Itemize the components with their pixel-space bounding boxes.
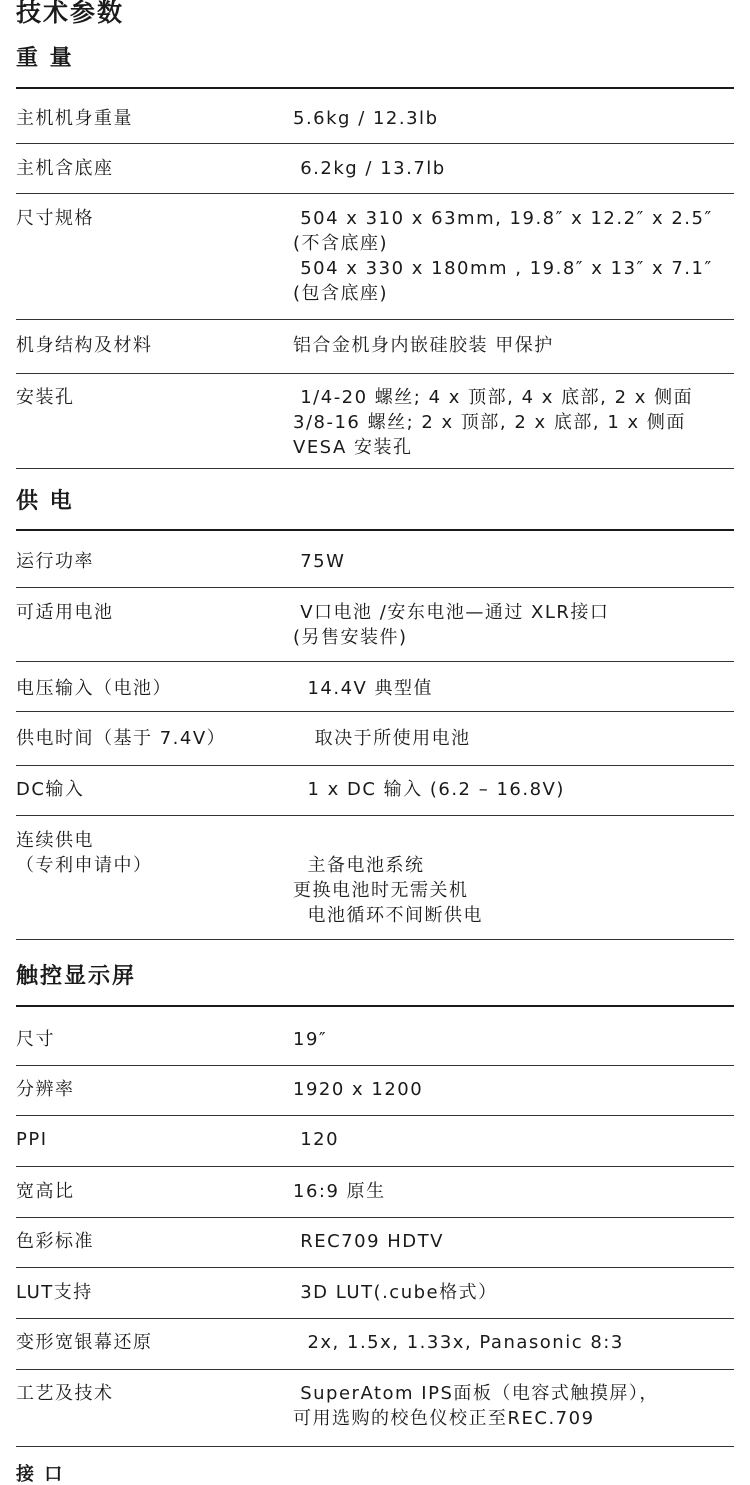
spec-value: REC709 HDTV: [293, 1231, 444, 1252]
spec-label: 工艺及技术: [16, 1383, 114, 1404]
spec-label: DC输入: [16, 779, 85, 800]
row-divider: [16, 319, 734, 320]
spec-label: 尺寸: [16, 1029, 55, 1050]
spec-label: 主机含底座: [16, 158, 114, 179]
spec-value: 14.4V 典型值: [293, 678, 434, 699]
spec-label: 主机机身重量: [16, 108, 133, 129]
spec-label: 安装孔: [16, 387, 75, 408]
section-rule: [16, 529, 734, 531]
section-title-power: 供 电: [16, 489, 74, 514]
spec-value: 19″: [293, 1029, 328, 1050]
row-divider: [16, 1267, 734, 1268]
row-divider: [16, 468, 734, 469]
row-divider: [16, 1217, 734, 1218]
section-title-display: 触控显示屏: [16, 964, 137, 989]
row-divider: [16, 587, 734, 588]
spec-label: LUT支持: [16, 1282, 93, 1303]
row-divider: [16, 1318, 734, 1319]
spec-label: PPI: [16, 1129, 48, 1150]
spec-label: 宽高比: [16, 1181, 75, 1202]
spec-value: 铝合金机身内嵌硅胶装 甲保护: [293, 335, 554, 356]
row-divider: [16, 1166, 734, 1167]
spec-label: 供电时间（基于 7.4V）: [16, 728, 227, 749]
section-title-weight: 重 量: [16, 46, 74, 71]
spec-label: 变形宽银幕还原: [16, 1332, 153, 1353]
spec-label: 色彩标准: [16, 1231, 94, 1252]
spec-label: 机身结构及材料: [16, 335, 153, 356]
section-rule: [16, 87, 734, 89]
spec-value: 3D LUT(.cube格式）: [293, 1282, 498, 1303]
spec-value: 取决于所使用电池: [293, 728, 471, 749]
spec-value: 1 x DC 输入 (6.2 – 16.8V): [293, 779, 565, 800]
row-divider: [16, 373, 734, 374]
spec-label: 尺寸规格: [16, 208, 94, 229]
spec-value: 504 x 310 x 63mm, 19.8″ x 12.2″ x 2.5″ (不含底座) 504 x 330 x 180mm , 19.8″ x 13″ x 7.1″ (包含底座): [293, 208, 713, 304]
page-title: 技术参数: [16, 0, 125, 27]
spec-value: 75W: [293, 551, 346, 572]
spec-value: 5.6kg / 12.3lb: [293, 108, 439, 129]
spec-label: 分辨率: [16, 1079, 75, 1100]
spec-label: 电压输入（电池）: [16, 678, 172, 699]
row-divider: [16, 1115, 734, 1116]
spec-value: 120: [293, 1129, 340, 1150]
spec-label: 连续供电 （专利申请中）: [16, 830, 153, 876]
next-section-title: 接 口: [16, 1464, 65, 1485]
row-divider: [16, 1369, 734, 1370]
row-divider: [16, 939, 734, 940]
row-divider: [16, 711, 734, 712]
row-divider: [16, 193, 734, 194]
spec-label: 可适用电池: [16, 602, 114, 623]
spec-value: SuperAtom IPS面板（电容式触摸屏）， 可用选购的校色仪校正至REC.709: [293, 1383, 659, 1429]
row-divider: [16, 1065, 734, 1066]
spec-value: 2x, 1.5x, 1.33x, Panasonic 8:3: [293, 1332, 624, 1353]
spec-value: V口电池 /安东电池—通过 XLR接口 (另售安装件): [293, 602, 610, 648]
row-divider: [16, 815, 734, 816]
row-divider: [16, 1446, 734, 1447]
spec-value: 1920 x 1200: [293, 1079, 424, 1100]
spec-value: 主备电池系统 更换电池时无需关机 电池循环不间断供电: [293, 855, 483, 926]
spec-value: 16:9 原生: [293, 1181, 386, 1202]
row-divider: [16, 765, 734, 766]
row-divider: [16, 143, 734, 144]
spec-value: 1/4-20 螺丝; 4 x 顶部, 4 x 底部, 2 x 侧面 3/8-16 螺丝; 2 x 顶部, 2 x 底部, 1 x 侧面 VESA 安装孔: [293, 387, 694, 458]
spec-label: 运行功率: [16, 551, 94, 572]
section-rule: [16, 1005, 734, 1007]
spec-value: 6.2kg / 13.7lb: [293, 158, 446, 179]
row-divider: [16, 661, 734, 662]
